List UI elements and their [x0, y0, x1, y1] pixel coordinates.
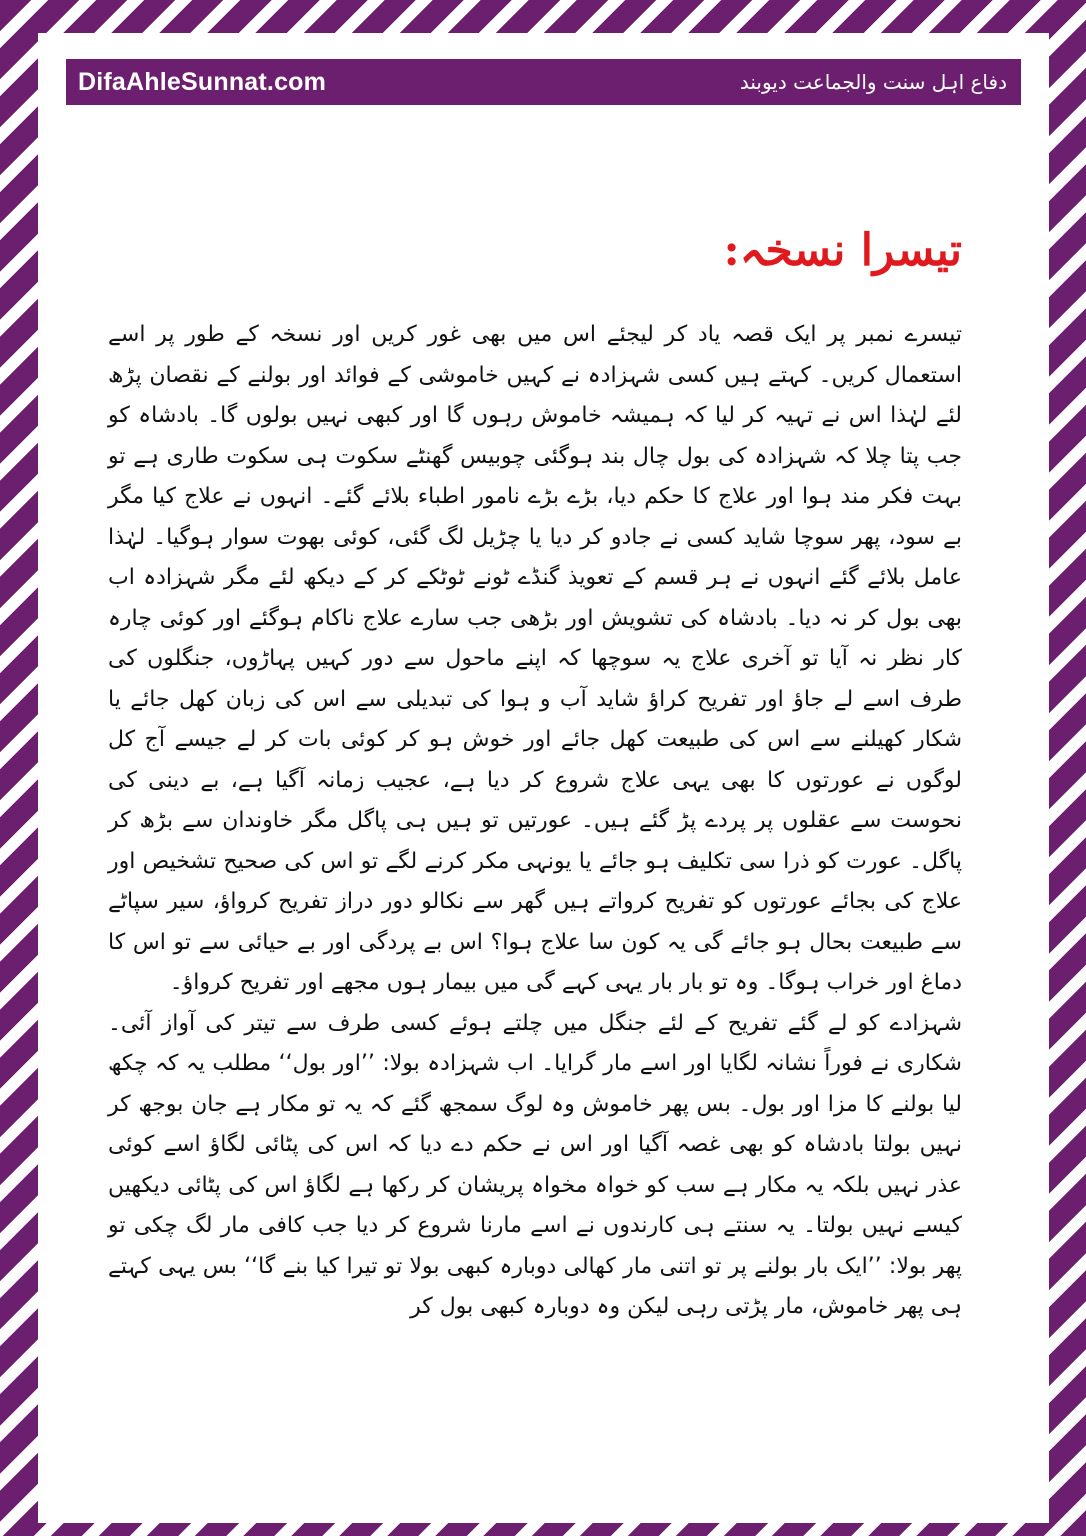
paragraph: شہزادے کو لے گئے تفریح کے لئے جنگل میں چلتے ہوئے کسی طرف سے تیتر کی آواز آئی۔ شکاری نے فوراً نشانہ لگایا اور اسے مار گرایا۔ اب شہزادہ بولا: ’’اور بول‘‘ مطلب یہ کہ چکھ لیا بولنے کا مزا اور بول۔ بس پھر خاموش وہ لوگ سمجھ گئے کہ یہ تو مکار ہے جان بوجھ کر نہیں بولتا بادشاہ کو بھی غصہ آگیا اور اس نے حکم دے دیا کہ اس کی پٹائی لگاؤ اسے کوئی عذر نہیں بلکہ یہ مکار ہے سب کو خواہ مخواہ پریشان کر رکھا ہے لگاؤ اس کی پٹائی دیکھیں کیسے نہیں بولتا۔ یہ سنتے ہی کارندوں نے اسے مارنا شروع کر دیا جب کافی مار لگ چکی تو پھر بولا: ’’ایک بار بولنے پر تو اتنی مار کھالی دوبارہ کبھی بولا تو تیرا کیا بنے گا‘‘ بس یہی کہتے ہی پھر خاموش، مار پڑتی رہی لیکن وہ دوبارہ کبھی بول کر: [108, 1010, 962, 1319]
paragraph: تیسرے نمبر پر ایک قصہ یاد کر لیجئے اس میں بھی غور کریں اور نسخہ کے طور پر اسے استعمال کریں۔ کہتے ہیں کسی شہزادہ نے کہیں خاموشی کے فوائد اور بولنے کے نقصان پڑھ لئے لہٰذا اس نے تہیہ کر لیا کہ ہمیشہ خاموش رہوں گا اور کبھی نہیں بولوں گا۔ بادشاہ کو جب پتا چلا کہ شہزادہ کی بول چال بند ہوگئی چوبیس گھنٹے سکوت ہی سکوت طاری ہے تو بہت فکر مند ہوا اور علاج کا حکم دیا، بڑے بڑے نامور اطباء بلائے گئے۔ انہوں نے علاج کیا مگر بے سود، پھر سوچا شاید کسی نے جادو کر دیا یا چڑیل لگ گئی، کوئی بھوت سوار ہوگیا۔ لہٰذا عامل بلائے گئے انہوں نے ہر قسم کے تعویذ گنڈے ٹونے ٹوٹکے کر کے دیکھ لئے مگر شہزادہ اب بھی بول کر نہ دیا۔ بادشاہ کی تشویش اور بڑھی جب سارے علاج ناکام ہوگئے اور کوئی چارہ کار نظر نہ آیا تو آخری علاج یہ سوچھا کہ اپنے ماحول سے دور کہیں پہاڑوں، جنگلوں کی طرف اسے لے جاؤ اور تفریح کراؤ شاید آب و ہوا کی تبدیلی سے اس کی زبان کھل جائے یا شکار کھیلنے سے اس کی طبیعت کھل جائے اور خوش ہو کر کوئی بات کر لے جیسے آج کل لوگوں نے عورتوں کا بھی یہی علاج شروع کر دیا ہے، عجیب زمانہ آگیا ہے، بے دینی کی نحوست سے عقلوں پر پردے پڑ گئے ہیں۔ عورتیں تو ہیں ہی پاگل مگر خاوندان سے بڑھ کر پاگل۔ عورت کو ذرا سی تکلیف ہو جائے یا یونہی مکر کرنے لگے تو اس کی صحیح تشخیص اور علاج کی بجائے عورتوں کو تفریح کرواتے ہیں گھر سے نکالو دور دراز تفریح کرواؤ، سیر سپاٹے سے طبیعت بحال ہو جائے گی یہ کون سا علاج ہوا؟ اس بے پردگی اور بے حیائی سے تو اس کا دماغ اور خراب ہوگا۔ وہ تو بار بار یہی کہے گی میں بیمار ہوں مجھے اور تفریح کرواؤ۔: [108, 322, 962, 995]
article-body: [108, 223, 962, 1328]
page-sheet: [38, 33, 1049, 1523]
site-url-link[interactable]: DifaAhleSunnat.com: [78, 67, 327, 96]
site-name-title: دفاع اہل سنت والجماعت دیوبند: [739, 70, 1007, 94]
header-bar: [66, 59, 1021, 105]
section-title: تیسرا نسخہ:: [723, 225, 962, 276]
